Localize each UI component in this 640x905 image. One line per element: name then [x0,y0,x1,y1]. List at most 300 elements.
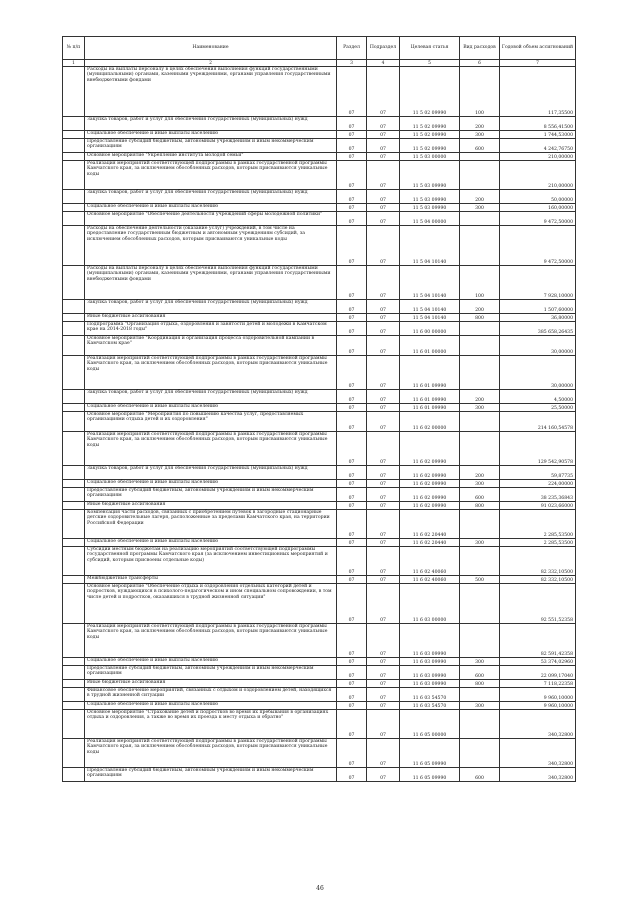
target-article-cell: 11 6 01 09990 [400,390,460,404]
expense-type-cell [460,584,500,624]
table-row [63,356,576,390]
row-name-cell: Предоставление субсидий бюджетным, автономным учреждениям и иным некоммерческим организациям [85,768,337,782]
row-name-cell: Социальное обеспечение и иные выплаты населению [85,480,337,488]
row-name-cell: Иные бюджетные ассигнования [85,502,337,510]
expense-type-cell: 300 [460,131,500,139]
podrazdel-cell: 07 [367,688,400,702]
target-article-cell: 11 6 03 54570 [400,688,460,702]
podrazdel-cell: 07 [367,190,400,204]
row-name-cell: Реализация мероприятий соответствующей подпрограммы в рамках государственной программы Камчатского края, за исключением обособленных расходов, которым присваиваются уникальные коды [85,356,337,390]
podrazdel-cell: 07 [367,266,400,300]
target-article-cell: 11 6 03 00000 [400,584,460,624]
podrazdel-cell: 07 [367,466,400,480]
target-article-cell: 11 5 02 09990 [400,131,460,139]
row-name-cell: Компенсация части расходов, связанных с приобретением путевок в загородные стационарные детские оздоровительные лагеря, расположенные за пределами Камчатского края, на территории Российской Федерации [85,510,337,539]
row-number-cell [63,139,85,153]
row-name-cell: Социальное обеспечение и иные выплаты населению [85,404,337,412]
amount-cell: 7 928,10000 [500,266,576,300]
podrazdel-cell: 07 [367,702,400,710]
row-name-cell: Социальное обеспечение и иные выплаты населению [85,539,337,547]
row-number-cell [63,680,85,688]
target-article-cell: 11 6 01 00000 [400,336,460,356]
target-article-cell: 11 5 04 00000 [400,212,460,226]
row-name-cell: Закупка товаров, работ и услуг для обеспечения государственных (муниципальных) нужд [85,117,337,131]
target-article-cell: 11 6 03 09990 [400,680,460,688]
column-number: 2 [85,60,337,67]
row-number-cell [63,336,85,356]
table-row [63,584,576,624]
expense-type-cell: 300 [460,204,500,212]
row-number-cell [63,131,85,139]
razdel-cell: 07 [337,266,367,300]
row-number-cell [63,739,85,768]
expense-type-cell: 300 [460,539,500,547]
expense-type-cell: 200 [460,190,500,204]
target-article-cell: 11 6 01 09990 [400,404,460,412]
amount-cell: 4 242,76750 [500,139,576,153]
amount-cell: 9 960,10000 [500,702,576,710]
table-row [63,266,576,300]
table-row [63,502,576,510]
razdel-cell: 07 [337,212,367,226]
podrazdel-cell: 07 [367,658,400,666]
row-name-cell: Закупка товаров, работ и услуг для обеспечения государственных (муниципальных) нужд [85,300,337,314]
razdel-cell: 07 [337,226,367,266]
podrazdel-cell: 07 [367,488,400,502]
target-article-cell: 11 6 03 09990 [400,658,460,666]
row-number-cell [63,488,85,502]
amount-cell: 210,00000 [500,153,576,161]
podrazdel-cell: 07 [367,680,400,688]
target-article-cell: 11 6 02 09990 [400,480,460,488]
razdel-cell: 07 [337,739,367,768]
target-article-cell: 11 6 05 09990 [400,739,460,768]
amount-cell: 340,32800 [500,710,576,739]
row-name-cell: Закупка товаров, работ и услуг для обеспечения государственных (муниципальных) нужд [85,466,337,480]
podrazdel-cell: 07 [367,404,400,412]
razdel-cell: 07 [337,356,367,390]
podrazdel-cell: 07 [367,576,400,584]
column-header-podrazdel: Подраздел [367,37,400,60]
razdel-cell: 07 [337,161,367,190]
table-row [63,390,576,404]
expense-type-cell: 600 [460,768,500,782]
target-article-cell: 11 6 03 54570 [400,702,460,710]
table-row [63,680,576,688]
row-number-cell [63,480,85,488]
row-number-cell [63,547,85,576]
row-number-cell [63,702,85,710]
podrazdel-cell: 07 [367,153,400,161]
podrazdel-cell: 07 [367,739,400,768]
amount-cell: 30,00000 [500,356,576,390]
table-row [63,688,576,702]
table-row [63,300,576,314]
expense-type-cell: 200 [460,390,500,404]
razdel-cell: 07 [337,117,367,131]
row-name-cell: Закупка товаров, работ и услуг для обеспечения государственных (муниципальных) нужд [85,190,337,204]
row-name-cell: Основное мероприятие "Обеспечение деятельности учреждений сферы молодежной политики" [85,212,337,226]
amount-cell: 160,00000 [500,204,576,212]
razdel-cell: 07 [337,153,367,161]
table-row [63,510,576,539]
row-number-cell [63,768,85,782]
expense-type-cell: 300 [460,480,500,488]
amount-cell: 9 472,50000 [500,226,576,266]
expense-type-cell [460,336,500,356]
row-name-cell: Социальное обеспечение и иные выплаты населению [85,702,337,710]
target-article-cell: 11 6 02 20440 [400,510,460,539]
row-name-cell: Реализация мероприятий соответствующей подпрограммы в рамках государственной программы Камчатского края, за исключением обособленных расходов, которым присваиваются уникальные коды [85,739,337,768]
column-header-annual-amount: Годовой объем ассигнований [500,37,576,60]
row-name-cell: Расходы на выплаты персоналу в целях обеспечения выполнения функций государственными (муниципальными) органами, казенными учреждениями, органами управления государственными внебюджетными фондами [85,67,337,117]
podrazdel-cell: 07 [367,624,400,658]
razdel-cell: 07 [337,710,367,739]
row-name-cell: Реализация мероприятий соответствующей подпрограммы в рамках государственной программы Камчатского края, за исключением обособленных расходов, которым присваиваются уникальные коды [85,432,337,466]
razdel-cell: 07 [337,131,367,139]
expense-type-cell: 300 [460,658,500,666]
column-number: 6 [460,60,500,67]
amount-cell: 92 551,52358 [500,584,576,624]
target-article-cell: 11 5 04 10140 [400,300,460,314]
expense-type-cell: 100 [460,67,500,117]
razdel-cell: 07 [337,404,367,412]
row-number-cell [63,688,85,702]
row-number-cell [63,300,85,314]
amount-cell: 36,80000 [500,314,576,322]
target-article-cell: 11 6 03 09990 [400,666,460,680]
row-number-cell [63,190,85,204]
target-article-cell: 11 6 02 09990 [400,432,460,466]
table-row [63,768,576,782]
table-row [63,710,576,739]
podrazdel-cell: 07 [367,412,400,432]
row-name-cell: Подпрограмма "Организация отдыха, оздоровления и занятости детей и молодежи в Камчатском крае на 2014-2018 годы" [85,322,337,336]
amount-cell: 1 744,53000 [500,131,576,139]
table-row [63,702,576,710]
table-row [63,624,576,658]
razdel-cell: 07 [337,658,367,666]
razdel-cell: 07 [337,624,367,658]
expense-type-cell [460,510,500,539]
expense-type-cell: 200 [460,117,500,131]
row-name-cell: Реализация мероприятий соответствующей подпрограммы в рамках государственной программы Камчатского края, за исключением обособленных расходов, которым присваиваются уникальные коды [85,161,337,190]
podrazdel-cell: 07 [367,139,400,153]
podrazdel-cell: 07 [367,204,400,212]
table-row [63,67,576,117]
podrazdel-cell: 07 [367,117,400,131]
razdel-cell: 07 [337,300,367,314]
row-name-cell: Основное мероприятие "Обеспечение отдыха и оздоровления отдельных категорий детей и подростков, нуждающихся в психолого-педагогическом и ином специальном сопровождении, в том числе детей и подростков, оказавшихся в трудной жизненной ситуации" [85,584,337,624]
amount-cell: 214 160,54578 [500,412,576,432]
amount-cell: 8 556,41500 [500,117,576,131]
row-name-cell: Субсидии местным бюджетам на реализацию мероприятий соответствующей подпрограммы государственной программы Камчатского края (за исключением инвестиционных мероприятий и субсидий, которым присвоены отдельные коды) [85,547,337,576]
row-name-cell: Социальное обеспечение и иные выплаты населению [85,204,337,212]
razdel-cell: 07 [337,390,367,404]
row-name-cell: Предоставление субсидий бюджетным, автономным учреждениям и иным некоммерческим организациям [85,666,337,680]
amount-cell: 53 374,02960 [500,658,576,666]
table-row [63,226,576,266]
table-row [63,204,576,212]
table-row [63,131,576,139]
row-name-cell: Предоставление субсидий бюджетным, автономным учреждениям и иным некоммерческим организациям [85,488,337,502]
podrazdel-cell: 07 [367,584,400,624]
expense-type-cell [460,161,500,190]
expense-type-cell: 200 [460,300,500,314]
razdel-cell: 07 [337,584,367,624]
target-article-cell: 11 6 02 09990 [400,466,460,480]
row-number-cell [63,67,85,117]
row-number-cell [63,153,85,161]
expense-type-cell: 800 [460,502,500,510]
amount-cell: 340,32800 [500,739,576,768]
expense-type-cell: 800 [460,680,500,688]
target-article-cell: 11 5 03 00000 [400,153,460,161]
amount-cell: 38 235,36843 [500,488,576,502]
expense-type-cell: 600 [460,139,500,153]
razdel-cell: 07 [337,576,367,584]
row-number-cell [63,412,85,432]
table-body [63,67,576,782]
amount-cell: 50,00000 [500,190,576,204]
row-name-cell: Предоставление субсидий бюджетным, автономным учреждениям и иным некоммерческим организациям [85,139,337,153]
expense-type-cell [460,212,500,226]
row-number-cell [63,539,85,547]
row-name-cell: Закупка товаров, работ и услуг для обеспечения государственных (муниципальных) нужд [85,390,337,404]
expense-type-cell [460,356,500,390]
razdel-cell: 07 [337,702,367,710]
amount-cell: 4,50000 [500,390,576,404]
table-row [63,666,576,680]
row-number-cell [63,658,85,666]
row-number-cell [63,314,85,322]
expense-type-cell: 300 [460,404,500,412]
target-article-cell: 11 6 02 40060 [400,576,460,584]
budget-table-sheet [62,36,575,782]
row-number-cell [63,624,85,658]
podrazdel-cell: 07 [367,226,400,266]
target-article-cell: 11 5 02 09990 [400,67,460,117]
expense-type-cell [460,412,500,432]
target-article-cell: 11 6 02 09990 [400,502,460,510]
column-header-name: Наименование [85,37,337,60]
table-row [63,488,576,502]
expense-type-cell: 300 [460,702,500,710]
row-number-cell [63,226,85,266]
target-article-cell: 11 6 02 00000 [400,412,460,432]
table-row [63,576,576,584]
target-article-cell: 11 6 02 40060 [400,547,460,576]
expense-type-cell [460,432,500,466]
target-article-cell: 11 6 00 00000 [400,322,460,336]
amount-cell: 385 658,26435 [500,322,576,336]
razdel-cell: 07 [337,466,367,480]
table-row [63,314,576,322]
row-name-cell: Основное мероприятие "Страхование детей и подростков во время их пребывания в организациях отдыха и оздоровления, а также во время их проезда к месту отдыха и обратно" [85,710,337,739]
row-number-cell [63,584,85,624]
podrazdel-cell: 07 [367,322,400,336]
row-number-cell [63,576,85,584]
row-name-cell: Основное мероприятие "Укрепление института молодой семьи" [85,153,337,161]
target-article-cell: 11 5 03 09990 [400,161,460,190]
row-name-cell: Основное мероприятие "Мероприятия по повышению качества услуг, предоставляемых организациями отдыха детей и их оздоровления" [85,412,337,432]
amount-cell: 210,00000 [500,161,576,190]
row-number-cell [63,466,85,480]
table-row [63,322,576,336]
amount-cell: 9 472,50000 [500,212,576,226]
table-row [63,139,576,153]
row-number-cell [63,432,85,466]
table-row [63,658,576,666]
podrazdel-cell: 07 [367,314,400,322]
target-article-cell: 11 6 01 09990 [400,356,460,390]
table-row [63,547,576,576]
razdel-cell: 07 [337,412,367,432]
amount-cell: 2 285,53500 [500,510,576,539]
target-article-cell: 11 5 04 10140 [400,266,460,300]
row-number-cell [63,322,85,336]
podrazdel-cell: 07 [367,212,400,226]
amount-cell: 2 285,53500 [500,539,576,547]
expense-type-cell: 600 [460,488,500,502]
column-number: 4 [367,60,400,67]
expense-type-cell [460,624,500,658]
table-row [63,539,576,547]
row-number-cell [63,404,85,412]
table-row [63,480,576,488]
table-row [63,212,576,226]
table-row [63,117,576,131]
razdel-cell: 07 [337,666,367,680]
row-number-cell [63,502,85,510]
podrazdel-cell: 07 [367,510,400,539]
expense-type-cell [460,322,500,336]
amount-cell: 82 591,42358 [500,624,576,658]
amount-cell: 82 332,10500 [500,576,576,584]
razdel-cell: 07 [337,67,367,117]
page-number: 46 [316,885,324,892]
column-header-target-article: Целевая статья [400,37,460,60]
razdel-cell: 07 [337,510,367,539]
razdel-cell: 07 [337,488,367,502]
column-number: 1 [63,60,85,67]
row-name-cell: Иные бюджетные ассигнования [85,314,337,322]
table-row [63,466,576,480]
row-name-cell: Социальное обеспечение и иные выплаты населению [85,131,337,139]
razdel-cell: 07 [337,139,367,153]
table-row [63,336,576,356]
podrazdel-cell: 07 [367,666,400,680]
expense-type-cell [460,688,500,702]
target-article-cell: 11 5 03 09990 [400,190,460,204]
target-article-cell: 11 6 05 00000 [400,710,460,739]
row-name-cell: Иные бюджетные ассигнования [85,680,337,688]
razdel-cell: 07 [337,336,367,356]
column-header-number: № п/п [63,37,85,60]
podrazdel-cell: 07 [367,480,400,488]
expense-type-cell [460,739,500,768]
target-article-cell: 11 5 03 09990 [400,204,460,212]
column-number: 3 [337,60,367,67]
row-number-cell [63,710,85,739]
amount-cell: 1 507,60000 [500,300,576,314]
amount-cell: 59,87735 [500,466,576,480]
razdel-cell: 07 [337,314,367,322]
column-number: 5 [400,60,460,67]
row-number-cell [63,510,85,539]
amount-cell: 340,32800 [500,768,576,782]
table-row [63,153,576,161]
razdel-cell: 07 [337,190,367,204]
amount-cell: 117,35500 [500,67,576,117]
expense-type-cell [460,153,500,161]
amount-cell: 25,50000 [500,404,576,412]
row-number-cell [63,212,85,226]
row-number-cell [63,266,85,300]
amount-cell: 91 023,66000 [500,502,576,510]
row-name-cell: Социальное обеспечение и иные выплаты населению [85,658,337,666]
row-number-cell [63,666,85,680]
row-name-cell: Основное мероприятие "Координация и организация процесса оздоровительной кампании в Камчатском крае" [85,336,337,356]
column-header-razdel: Раздел [337,37,367,60]
table-row [63,412,576,432]
expense-type-cell: 100 [460,266,500,300]
podrazdel-cell: 07 [367,710,400,739]
expense-type-cell [460,226,500,266]
podrazdel-cell: 07 [367,502,400,510]
razdel-cell: 07 [337,688,367,702]
amount-cell: 22 099,17040 [500,666,576,680]
column-number-row [63,60,576,67]
table-row [63,404,576,412]
expense-type-cell [460,710,500,739]
amount-cell: 129 542,90578 [500,432,576,466]
table-row [63,161,576,190]
podrazdel-cell: 07 [367,390,400,404]
podrazdel-cell: 07 [367,67,400,117]
razdel-cell: 07 [337,502,367,510]
amount-cell: 82 332,10500 [500,547,576,576]
expense-type-cell: 500 [460,576,500,584]
podrazdel-cell: 07 [367,161,400,190]
row-name-cell: Реализация мероприятий соответствующей подпрограммы в рамках государственной программы Камчатского края, за исключением обособленных расходов, которым присваиваются уникальные коды [85,624,337,658]
podrazdel-cell: 07 [367,356,400,390]
razdel-cell: 07 [337,432,367,466]
target-article-cell: 11 6 05 09990 [400,768,460,782]
table-row [63,739,576,768]
podrazdel-cell: 07 [367,300,400,314]
column-number: 7 [500,60,576,67]
target-article-cell: 11 5 02 09990 [400,117,460,131]
expense-type-cell [460,547,500,576]
podrazdel-cell: 07 [367,131,400,139]
razdel-cell: 07 [337,539,367,547]
amount-cell: 224,00000 [500,480,576,488]
row-number-cell [63,117,85,131]
expense-type-cell: 600 [460,666,500,680]
podrazdel-cell: 07 [367,768,400,782]
row-number-cell [63,390,85,404]
row-number-cell [63,356,85,390]
row-number-cell [63,161,85,190]
amount-cell: 7 118,22358 [500,680,576,688]
target-article-cell: 11 5 04 10140 [400,226,460,266]
target-article-cell: 11 5 04 10140 [400,314,460,322]
amount-cell: 9 960,10000 [500,688,576,702]
amount-cell: 30,00000 [500,336,576,356]
row-name-cell: Финансовое обеспечение мероприятий, связанных с отдыхом и оздоровлением детей, находящихся в трудной жизненной ситуации [85,688,337,702]
razdel-cell: 07 [337,547,367,576]
